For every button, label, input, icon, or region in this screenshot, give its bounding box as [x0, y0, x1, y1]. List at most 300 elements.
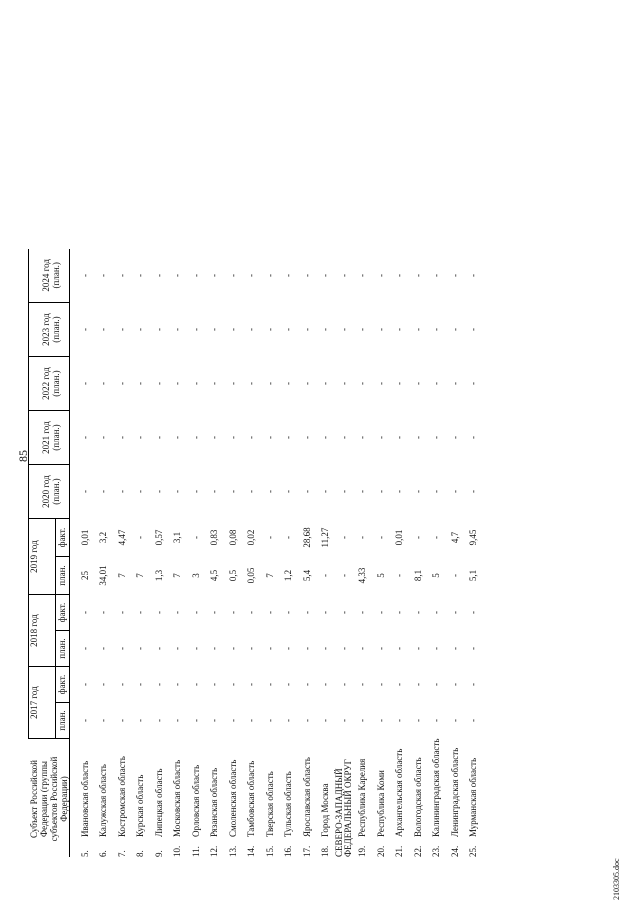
value-cell: -: [301, 274, 312, 278]
value-cell: -: [357, 490, 368, 494]
value-cell: -: [135, 490, 146, 494]
value-cell: -: [449, 647, 460, 651]
value-cell: -: [320, 647, 331, 651]
row-label: [242, 739, 261, 857]
row-label: [353, 739, 372, 857]
value-cell: -: [449, 436, 460, 440]
value-cell: -: [468, 683, 479, 687]
row-name: Тверская область: [264, 771, 275, 837]
value-cell: -: [338, 611, 349, 615]
row-name: Курская область: [135, 774, 146, 837]
row-label: [187, 739, 206, 857]
value-cell: -: [431, 274, 442, 278]
value-cell: 0,02: [246, 529, 257, 546]
value-cell: -: [394, 436, 405, 440]
value-cell: -: [264, 611, 275, 615]
header-2017: 2017 год: [29, 667, 56, 739]
value-cell: -: [190, 536, 201, 540]
value-cell: 1,2: [283, 569, 294, 582]
table-row: [69, 249, 94, 857]
value-cell: 7: [116, 573, 127, 578]
value-cell: 3: [190, 573, 201, 578]
value-cell: -: [412, 436, 423, 440]
value-cell: -: [338, 574, 349, 578]
value-cell: -: [412, 536, 423, 540]
value-cell: -: [412, 647, 423, 651]
value-cell: -: [431, 490, 442, 494]
value-cell: -: [98, 436, 109, 440]
value-cell: -: [227, 647, 238, 651]
value-cell: -: [449, 274, 460, 278]
value-cell: -: [246, 683, 257, 687]
row-label: [69, 739, 94, 857]
value-cell: -: [338, 536, 349, 540]
value-cell: -: [153, 647, 164, 651]
row-name: Ленинградская область: [449, 747, 460, 837]
value-cell: 4,33: [357, 567, 368, 584]
value-cell: -: [190, 611, 201, 615]
row-number: 25.: [468, 845, 479, 857]
row-label: [390, 739, 409, 857]
row-name: Смоленская область: [227, 759, 238, 837]
value-cell: 0,05: [246, 567, 257, 584]
value-cell: -: [153, 382, 164, 386]
value-cell: -: [338, 719, 349, 723]
value-cell: -: [172, 719, 183, 723]
value-cell: -: [283, 382, 294, 386]
value-cell: -: [190, 647, 201, 651]
value-cell: -: [209, 719, 220, 723]
value-cell: 7: [172, 573, 183, 578]
value-cell: -: [449, 574, 460, 578]
value-cell: -: [283, 683, 294, 687]
value-cell: -: [412, 490, 423, 494]
value-cell: -: [116, 490, 127, 494]
value-cell: -: [320, 436, 331, 440]
value-cell: 25: [79, 571, 90, 581]
value-cell: -: [246, 490, 257, 494]
value-cell: 3,2: [98, 531, 109, 544]
value-cell: -: [338, 436, 349, 440]
value-cell: -: [301, 382, 312, 386]
value-cell: -: [283, 719, 294, 723]
table-row: [316, 249, 335, 857]
value-cell: -: [135, 611, 146, 615]
value-cell: -: [449, 382, 460, 386]
table-row: [427, 249, 446, 857]
row-number: 21.: [394, 845, 405, 857]
value-cell: 3,1: [172, 531, 183, 544]
value-cell: -: [190, 490, 201, 494]
value-cell: -: [283, 647, 294, 651]
value-cell: -: [431, 328, 442, 332]
value-cell: -: [283, 436, 294, 440]
value-cell: -: [79, 683, 90, 687]
value-cell: -: [320, 382, 331, 386]
value-cell: -: [412, 683, 423, 687]
value-cell: -: [301, 328, 312, 332]
row-name: Архангельская область: [394, 748, 405, 837]
value-cell: -: [98, 647, 109, 651]
value-cell: 11,27: [320, 527, 331, 548]
row-label: [427, 739, 446, 857]
table-row: [446, 249, 465, 857]
row-name: Тульская область: [283, 771, 294, 837]
value-cell: 0,01: [394, 529, 405, 546]
table-row: [168, 249, 187, 857]
value-cell: 4,5: [209, 569, 220, 582]
value-cell: 4,7: [449, 531, 460, 544]
row-label: [150, 739, 169, 857]
value-cell: 34,01: [98, 565, 109, 586]
value-cell: 0,08: [227, 529, 238, 546]
value-cell: -: [449, 683, 460, 687]
value-cell: -: [227, 719, 238, 723]
value-cell: -: [375, 274, 386, 278]
header-2019: 2019 год: [29, 519, 56, 595]
value-cell: -: [431, 536, 442, 540]
header-subject: Субъект Российской Федерации (группы субъектов Российской Федерации): [29, 739, 70, 857]
value-cell: -: [172, 611, 183, 615]
row-label: [131, 739, 150, 857]
value-cell: -: [227, 436, 238, 440]
value-cell: -: [357, 328, 368, 332]
row-number: 8.: [135, 850, 146, 857]
value-cell: -: [375, 683, 386, 687]
row-number: 5.: [79, 850, 90, 857]
value-cell: -: [301, 611, 312, 615]
table-row: [390, 249, 409, 857]
value-cell: -: [209, 490, 220, 494]
value-cell: -: [357, 536, 368, 540]
table-row: [372, 249, 391, 857]
row-number: 13.: [227, 845, 238, 857]
row-name: Мурманская область: [468, 757, 479, 837]
value-cell: 0,83: [209, 529, 220, 546]
value-cell: -: [190, 328, 201, 332]
header-2018-fact: факт.: [56, 595, 69, 631]
value-cell: -: [449, 328, 460, 332]
table-row: [464, 249, 483, 857]
value-cell: -: [246, 647, 257, 651]
value-cell: -: [394, 611, 405, 615]
row-label: [224, 739, 243, 857]
value-cell: -: [116, 719, 127, 723]
value-cell: -: [375, 719, 386, 723]
row-number: 23.: [431, 845, 442, 857]
row-name: Липецкая область: [153, 768, 164, 837]
value-cell: -: [320, 574, 331, 578]
table-row: [224, 249, 243, 857]
row-label: [446, 739, 465, 857]
row-name: Костромская область: [116, 756, 127, 837]
value-cell: -: [135, 382, 146, 386]
value-cell: -: [246, 382, 257, 386]
value-cell: -: [394, 328, 405, 332]
row-number: 17.: [301, 845, 312, 857]
value-cell: -: [116, 274, 127, 278]
value-cell: -: [135, 274, 146, 278]
value-cell: -: [79, 647, 90, 651]
header-2019-fact: факт.: [56, 519, 69, 557]
value-cell: -: [357, 719, 368, 723]
value-cell: -: [468, 719, 479, 723]
value-cell: -: [79, 719, 90, 723]
value-cell: -: [116, 328, 127, 332]
value-cell: -: [246, 436, 257, 440]
value-cell: -: [116, 683, 127, 687]
value-cell: 5,4: [301, 569, 312, 582]
value-cell: -: [320, 274, 331, 278]
value-cell: -: [79, 382, 90, 386]
row-label: [316, 739, 335, 857]
value-cell: -: [98, 328, 109, 332]
value-cell: -: [301, 719, 312, 723]
row-label: [372, 739, 391, 857]
value-cell: 5: [375, 573, 386, 578]
value-cell: -: [227, 683, 238, 687]
value-cell: -: [172, 647, 183, 651]
value-cell: -: [375, 328, 386, 332]
row-name: Тамбовская область: [246, 760, 257, 837]
value-cell: -: [135, 719, 146, 723]
value-cell: -: [190, 382, 201, 386]
value-cell: -: [264, 490, 275, 494]
value-cell: -: [375, 536, 386, 540]
value-cell: -: [394, 382, 405, 386]
value-cell: -: [79, 490, 90, 494]
value-cell: -: [449, 719, 460, 723]
value-cell: -: [116, 436, 127, 440]
row-number: 10.: [172, 845, 183, 857]
value-cell: -: [264, 683, 275, 687]
value-cell: -: [209, 328, 220, 332]
value-cell: 9,45: [468, 529, 479, 546]
value-cell: -: [357, 274, 368, 278]
value-cell: -: [98, 382, 109, 386]
value-cell: -: [264, 274, 275, 278]
value-cell: -: [394, 683, 405, 687]
table-row: [409, 249, 428, 857]
row-name: Орловская область: [190, 764, 201, 837]
value-cell: -: [468, 274, 479, 278]
value-cell: -: [264, 719, 275, 723]
value-cell: -: [79, 274, 90, 278]
value-cell: -: [320, 490, 331, 494]
row-name: Калининградская область: [431, 738, 442, 837]
value-cell: -: [394, 490, 405, 494]
header-2021: 2021 год (план.): [29, 411, 70, 465]
row-label: [168, 739, 187, 857]
value-cell: -: [431, 436, 442, 440]
value-cell: -: [338, 683, 349, 687]
value-cell: -: [264, 536, 275, 540]
value-cell: -: [320, 719, 331, 723]
value-cell: -: [320, 611, 331, 615]
row-number: 12.: [209, 845, 220, 857]
row-label: [205, 739, 224, 857]
value-cell: -: [338, 490, 349, 494]
value-cell: -: [468, 611, 479, 615]
value-cell: -: [153, 683, 164, 687]
value-cell: -: [135, 328, 146, 332]
value-cell: -: [320, 328, 331, 332]
row-name: Ярославская область: [301, 757, 312, 837]
row-number: 7.: [116, 850, 127, 857]
value-cell: -: [153, 328, 164, 332]
value-cell: -: [172, 328, 183, 332]
value-cell: -: [116, 647, 127, 651]
row-number: 15.: [264, 845, 275, 857]
value-cell: -: [116, 382, 127, 386]
value-cell: -: [375, 490, 386, 494]
value-cell: -: [264, 382, 275, 386]
value-cell: -: [172, 436, 183, 440]
value-cell: -: [394, 719, 405, 723]
row-name: Город Москва: [320, 783, 331, 837]
value-cell: 1,3: [153, 569, 164, 582]
value-cell: -: [172, 490, 183, 494]
value-cell: -: [357, 382, 368, 386]
row-label: [464, 739, 483, 857]
value-cell: -: [431, 719, 442, 723]
value-cell: -: [412, 274, 423, 278]
value-cell: -: [246, 328, 257, 332]
value-cell: -: [301, 436, 312, 440]
row-number: 19.: [357, 845, 368, 857]
value-cell: -: [283, 328, 294, 332]
row-name: Рязанская область: [209, 767, 220, 837]
header-2017-fact: факт.: [56, 667, 69, 703]
value-cell: -: [357, 683, 368, 687]
value-cell: -: [209, 611, 220, 615]
value-cell: -: [283, 274, 294, 278]
value-cell: 0,01: [79, 529, 90, 546]
value-cell: -: [468, 328, 479, 332]
value-cell: -: [190, 436, 201, 440]
header-2022: 2022 год (план.): [29, 357, 70, 411]
value-cell: -: [301, 490, 312, 494]
value-cell: -: [209, 436, 220, 440]
row-number: 14.: [246, 845, 257, 857]
row-number: 24.: [449, 845, 460, 857]
header-2023: 2023 год (план.): [29, 303, 70, 357]
value-cell: -: [412, 382, 423, 386]
table-row: [335, 249, 354, 857]
row-label: [409, 739, 428, 857]
value-cell: -: [375, 611, 386, 615]
value-cell: 5: [431, 573, 442, 578]
row-number: 20.: [375, 845, 386, 857]
value-cell: -: [135, 536, 146, 540]
value-cell: -: [246, 719, 257, 723]
value-cell: -: [172, 274, 183, 278]
table-row: [261, 249, 280, 857]
table-row: [205, 249, 224, 857]
value-cell: -: [135, 647, 146, 651]
value-cell: -: [227, 274, 238, 278]
row-label: [113, 739, 132, 857]
value-cell: -: [153, 611, 164, 615]
page-number: 85: [16, 450, 30, 462]
table-body: [69, 249, 483, 857]
row-name: Республика Коми: [375, 770, 386, 837]
row-name: Калужская область: [98, 764, 109, 837]
row-label: [335, 739, 354, 857]
value-cell: -: [209, 683, 220, 687]
row-number: 18.: [320, 845, 331, 857]
value-cell: -: [172, 683, 183, 687]
header-2019-plan: план.: [56, 557, 69, 595]
value-cell: -: [394, 274, 405, 278]
value-cell: -: [301, 647, 312, 651]
value-cell: -: [412, 328, 423, 332]
value-cell: -: [98, 683, 109, 687]
value-cell: -: [375, 436, 386, 440]
row-name: СЕВЕРО-ЗАПАДНЫЙ ФЕДЕРАЛЬНЫЙ ОКРУГ: [333, 759, 353, 857]
row-number: 9.: [153, 850, 164, 857]
value-cell: -: [338, 647, 349, 651]
header-2017-plan: план.: [56, 703, 69, 739]
value-cell: 28,68: [301, 527, 312, 548]
value-cell: -: [209, 382, 220, 386]
value-cell: -: [468, 382, 479, 386]
value-cell: -: [431, 683, 442, 687]
value-cell: -: [357, 647, 368, 651]
value-cell: -: [431, 647, 442, 651]
value-cell: -: [338, 328, 349, 332]
value-cell: -: [98, 274, 109, 278]
value-cell: -: [227, 611, 238, 615]
row-number: 16.: [283, 845, 294, 857]
table-row: [353, 249, 372, 857]
table-row: [150, 249, 169, 857]
header-2018-plan: план.: [56, 631, 69, 667]
row-name: Вологодская область: [412, 757, 423, 837]
value-cell: 0,57: [153, 529, 164, 546]
value-cell: -: [264, 647, 275, 651]
row-number: 22.: [412, 845, 423, 857]
value-cell: -: [468, 490, 479, 494]
value-cell: 7: [135, 573, 146, 578]
value-cell: -: [283, 611, 294, 615]
value-cell: -: [135, 436, 146, 440]
value-cell: -: [172, 382, 183, 386]
value-cell: -: [153, 719, 164, 723]
value-cell: -: [190, 683, 201, 687]
row-number: 6.: [98, 850, 109, 857]
value-cell: -: [375, 647, 386, 651]
value-cell: -: [301, 683, 312, 687]
value-cell: 0,5: [227, 569, 238, 582]
value-cell: -: [468, 647, 479, 651]
value-cell: -: [227, 328, 238, 332]
value-cell: -: [357, 611, 368, 615]
value-cell: -: [264, 328, 275, 332]
value-cell: -: [98, 490, 109, 494]
value-cell: 7: [264, 573, 275, 578]
value-cell: -: [98, 719, 109, 723]
value-cell: -: [79, 436, 90, 440]
value-cell: -: [412, 611, 423, 615]
value-cell: -: [375, 382, 386, 386]
value-cell: -: [264, 436, 275, 440]
value-cell: -: [394, 574, 405, 578]
table-row: [242, 249, 261, 857]
header-2020: 2020 год (план.): [29, 465, 70, 519]
value-cell: -: [449, 490, 460, 494]
table-row: [131, 249, 150, 857]
